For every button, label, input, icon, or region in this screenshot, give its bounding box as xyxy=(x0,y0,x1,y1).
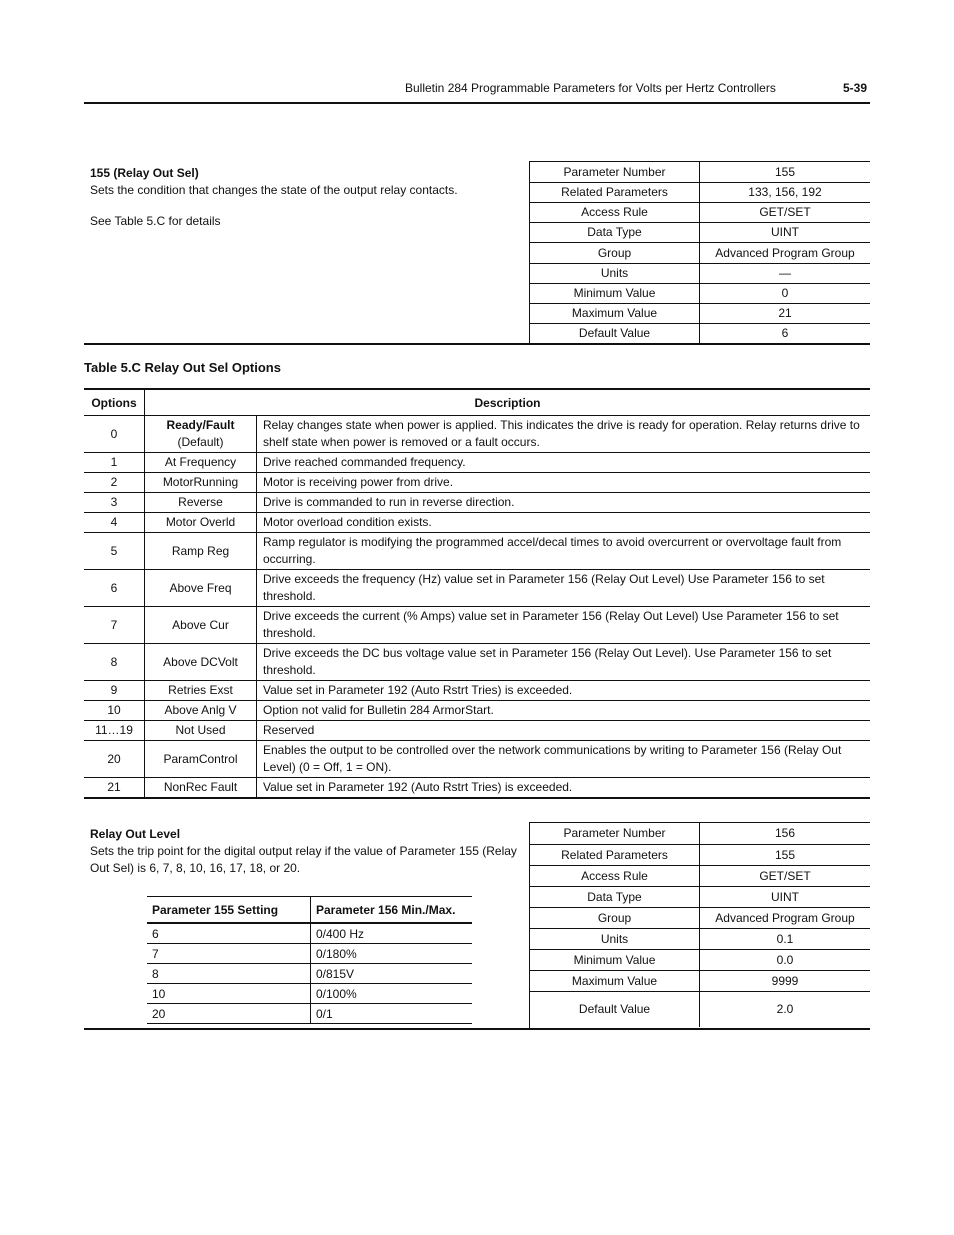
col-header-minmax: Parameter 156 Min./Max. xyxy=(311,897,473,924)
param-title: 155 (Relay Out Sel) xyxy=(90,166,199,180)
property-value: Advanced Program Group xyxy=(700,242,871,263)
property-value: 133, 156, 192 xyxy=(700,182,871,202)
property-value: UINT xyxy=(700,886,871,907)
param-155-block xyxy=(84,161,870,345)
option-name: Above DCVolt xyxy=(145,644,257,681)
property-value: — xyxy=(700,263,871,283)
property-name: Related Parameters xyxy=(530,844,700,865)
property-value: 155 xyxy=(700,162,871,182)
property-row xyxy=(530,844,870,865)
property-row xyxy=(530,222,870,242)
table-caption: Table 5.C Relay Out Sel Options xyxy=(84,360,281,375)
table-row xyxy=(84,721,870,741)
property-row xyxy=(530,283,870,303)
option-name: Not Used xyxy=(145,721,257,741)
table-row xyxy=(84,570,870,607)
option-name: MotorRunning xyxy=(145,473,257,493)
property-name: Default Value xyxy=(530,323,700,343)
table-row xyxy=(84,533,870,570)
property-name: Maximum Value xyxy=(530,303,700,323)
property-name: Data Type xyxy=(530,886,700,907)
property-value: 155 xyxy=(700,844,871,865)
property-name: Units xyxy=(530,263,700,283)
table-row xyxy=(84,644,870,681)
property-value: GET/SET xyxy=(700,865,871,886)
property-row xyxy=(530,991,870,1027)
option-description: Motor is receiving power from drive. xyxy=(257,473,871,493)
option-description: Enables the output to be controlled over the network communications by writing to Parameter 156 (Relay Out Level) (0 = Off, 1 = ON). xyxy=(257,741,871,778)
property-row xyxy=(530,907,870,928)
property-value: 6 xyxy=(781,326,789,341)
property-value: 2.0 xyxy=(776,1002,794,1017)
option-number: 10 xyxy=(84,701,145,721)
min-max-value: 0/180% xyxy=(311,944,473,964)
param-see-note: See Table 5.C for details xyxy=(90,214,221,228)
property-row xyxy=(530,303,870,323)
property-name: Units xyxy=(530,928,700,949)
param-156-properties-table xyxy=(530,823,870,1027)
option-default-note: (Default) xyxy=(177,435,224,449)
property-value: UINT xyxy=(700,222,871,242)
property-name: Access Rule xyxy=(530,202,700,222)
option-description: Drive exceeds the current (% Amps) value set in Parameter 156 (Relay Out Level) Use Parameter 156 to set threshold. xyxy=(257,607,871,644)
option-name: Reverse xyxy=(145,493,257,513)
property-name: Group xyxy=(530,907,700,928)
property-row xyxy=(530,202,870,222)
setting-value: 8 xyxy=(147,964,311,984)
col-header-setting: Parameter 155 Setting xyxy=(147,897,311,924)
property-row xyxy=(530,182,870,202)
property-row xyxy=(530,949,870,970)
property-row xyxy=(530,823,870,844)
option-description: Relay changes state when power is applied. This indicates the drive is ready for operation. Relay returns drive to shelf state when power is removed or a fault occurs. xyxy=(257,416,871,453)
option-number: 1 xyxy=(84,453,145,473)
table-row xyxy=(147,984,472,1004)
property-value: 0.1 xyxy=(700,928,871,949)
property-row xyxy=(530,970,870,991)
option-name: ParamControl xyxy=(145,741,257,778)
running-header-title: Bulletin 284 Programmable Parameters for Volts per Hertz Controllers xyxy=(405,81,776,95)
col-header-description: Description xyxy=(145,389,871,416)
table-row xyxy=(84,473,870,493)
option-number: 8 xyxy=(84,644,145,681)
option-number: 4 xyxy=(84,513,145,533)
property-name: Parameter Number xyxy=(530,823,700,844)
option-name: Ready/Fault xyxy=(166,418,235,432)
property-name: Access Rule xyxy=(530,865,700,886)
option-name: Above Freq xyxy=(145,570,257,607)
param-155-properties-table xyxy=(530,162,870,343)
property-row xyxy=(530,242,870,263)
option-number: 5 xyxy=(84,533,145,570)
option-description: Reserved xyxy=(257,721,871,741)
property-value: 0.0 xyxy=(700,949,871,970)
option-number: 9 xyxy=(84,681,145,701)
property-name: Maximum Value xyxy=(530,970,700,991)
param-title: Relay Out Level xyxy=(90,827,181,841)
option-description: Drive exceeds the DC bus voltage value set in Parameter 156 (Relay Out Level). Use Parameter 156 to set threshold. xyxy=(257,644,871,681)
min-max-value: 0/1 xyxy=(311,1004,473,1024)
table-row xyxy=(147,1004,472,1024)
table-row xyxy=(147,964,472,984)
property-name: Parameter Number xyxy=(530,162,700,182)
block-bottom-rule xyxy=(84,343,870,345)
header-rule xyxy=(84,102,870,104)
col-header-options: Options xyxy=(84,389,145,416)
block-bottom-rule xyxy=(84,1028,870,1030)
property-value: GET/SET xyxy=(700,202,871,222)
option-description: Ramp regulator is modifying the programmed accel/decal times to avoid overcurrent or overvoltage fault from occurring. xyxy=(257,533,871,570)
page-number: 5-39 xyxy=(843,81,868,95)
option-number: 11…19 xyxy=(84,721,145,741)
option-number: 20 xyxy=(84,741,145,778)
relay-out-sel-options-table xyxy=(84,388,870,799)
option-name: At Frequency xyxy=(145,453,257,473)
property-value: Advanced Program Group xyxy=(700,907,871,928)
option-description: Option not valid for Bulletin 284 ArmorStart. xyxy=(257,701,871,721)
option-name-cell xyxy=(145,416,257,453)
option-number: 0 xyxy=(84,416,145,453)
setting-value: 6 xyxy=(147,923,311,944)
table-row xyxy=(84,453,870,473)
param-desc-text: Sets the condition that changes the state of the output relay contacts. xyxy=(90,183,458,197)
option-number: 7 xyxy=(84,607,145,644)
property-row xyxy=(530,865,870,886)
option-name: Ramp Reg xyxy=(145,533,257,570)
option-number: 6 xyxy=(84,570,145,607)
property-value: 156 xyxy=(700,823,871,844)
property-value: 0 xyxy=(700,283,871,303)
setting-value: 20 xyxy=(147,1004,311,1024)
option-description: Drive exceeds the frequency (Hz) value set in Parameter 156 (Relay Out Level) Use Parameter 156 to set threshold. xyxy=(257,570,871,607)
option-name: Motor Overld xyxy=(145,513,257,533)
property-name: Default Value xyxy=(530,991,700,1027)
option-description: Value set in Parameter 192 (Auto Rstrt Tries) is exceeded. xyxy=(257,778,871,799)
setting-value: 10 xyxy=(147,984,311,1004)
property-name: Data Type xyxy=(530,222,700,242)
option-name: Above Cur xyxy=(145,607,257,644)
table-row xyxy=(84,607,870,644)
option-name: Retries Exst xyxy=(145,681,257,701)
option-description: Motor overload condition exists. xyxy=(257,513,871,533)
setting-value: 7 xyxy=(147,944,311,964)
property-row xyxy=(530,162,870,182)
table-row xyxy=(84,741,870,778)
min-max-value: 0/815V xyxy=(311,964,473,984)
property-row xyxy=(530,886,870,907)
table-row xyxy=(84,513,870,533)
option-description: Drive is commanded to run in reverse direction. xyxy=(257,493,871,513)
property-name: Group xyxy=(530,242,700,263)
option-description: Drive reached commanded frequency. xyxy=(257,453,871,473)
property-name: Related Parameters xyxy=(530,182,700,202)
table-row xyxy=(84,778,870,799)
param-156-description xyxy=(90,826,520,877)
table-row xyxy=(147,923,472,944)
property-row xyxy=(530,323,870,343)
option-number: 2 xyxy=(84,473,145,493)
table-row xyxy=(147,944,472,964)
property-row xyxy=(530,928,870,949)
param-desc-text: Sets the trip point for the digital output relay if the value of Parameter 155 (Relay Out Sel) is 6, 7, 8, 10, 16, 17, 18, or 20. xyxy=(90,844,517,875)
option-number: 21 xyxy=(84,778,145,799)
option-description: Value set in Parameter 192 (Auto Rstrt Tries) is exceeded. xyxy=(257,681,871,701)
property-name: Minimum Value xyxy=(530,949,700,970)
table-row xyxy=(84,416,870,453)
table-row xyxy=(84,681,870,701)
property-value: 21 xyxy=(700,303,871,323)
option-number: 3 xyxy=(84,493,145,513)
option-name: NonRec Fault xyxy=(145,778,257,799)
table-row xyxy=(84,493,870,513)
property-name: Minimum Value xyxy=(530,283,700,303)
property-row xyxy=(530,263,870,283)
min-max-value: 0/400 Hz xyxy=(311,923,473,944)
param-156-range-table xyxy=(147,896,472,1024)
property-value: 9999 xyxy=(700,970,871,991)
min-max-value: 0/100% xyxy=(311,984,473,1004)
param-155-description xyxy=(90,165,520,230)
table-row xyxy=(84,701,870,721)
option-name: Above Anlg V xyxy=(145,701,257,721)
